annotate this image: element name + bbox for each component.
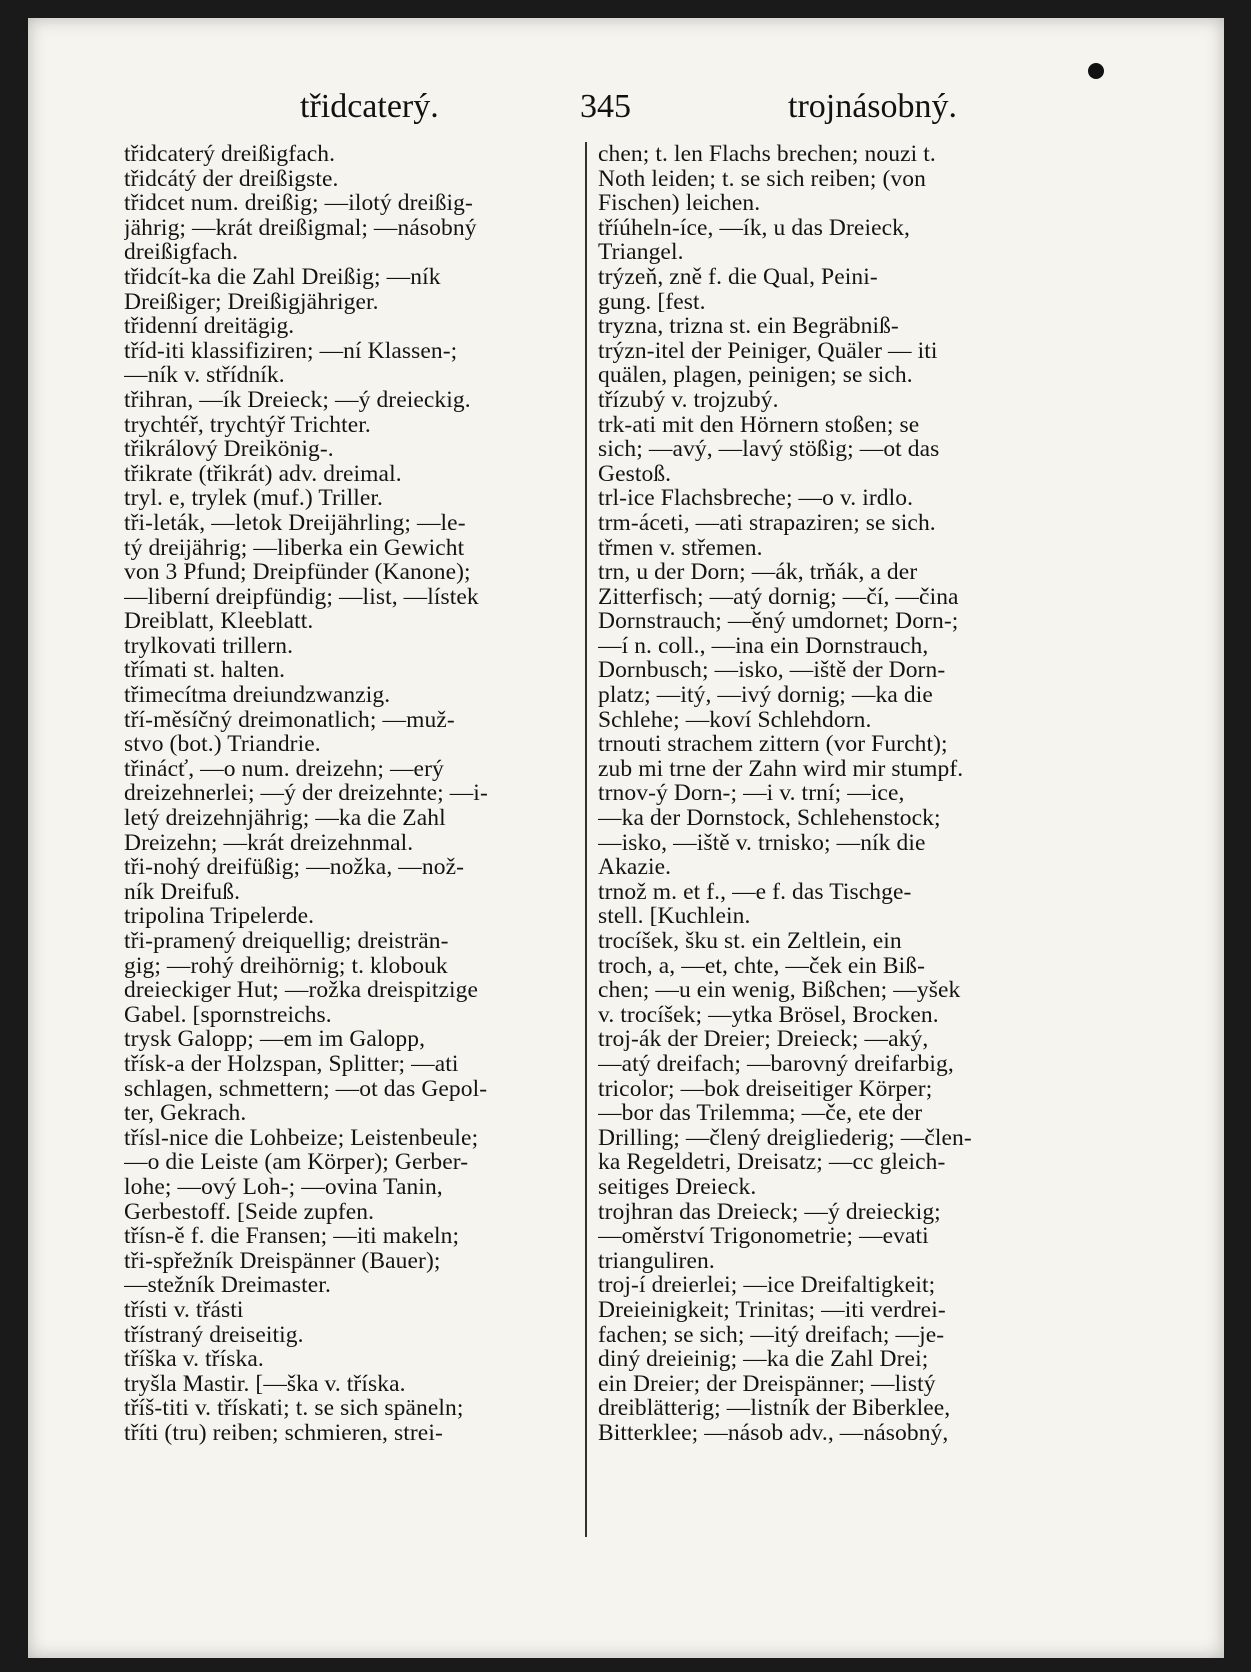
entry-line: tryšla Mastir. [—ška v. tříska. xyxy=(124,1370,406,1397)
entry-line: Gestoß. xyxy=(598,460,672,487)
entry-line: stell. [Kuchlein. xyxy=(598,903,751,930)
entry-line: troj-í dreierlei; —ice Dreifaltigkeit; xyxy=(598,1272,936,1299)
entry-line: —isko, —iště v. trnisko; —ník die xyxy=(598,829,926,856)
entry-line: třinácť, —o num. dreizehn; —erý xyxy=(124,755,444,782)
entry-line: sich; —avý, —lavý stößig; —ot das xyxy=(598,436,940,463)
entry-line: chen; —u ein wenig, Bißchen; —yšek xyxy=(598,977,961,1004)
entry-line: dreizehnerlei; —ý der dreizehnte; —i- xyxy=(124,780,488,807)
entry-line: třísn-ě f. die Fransen; —iti makeln; xyxy=(124,1223,460,1250)
page-header xyxy=(28,88,1224,128)
entry-line: lohe; —ový Loh-; —ovina Tanin, xyxy=(124,1173,443,1200)
entry-line: gig; —rohý dreihörnig; t. klobouk xyxy=(124,952,448,979)
entry-line: třidcít-ka die Zahl Dreißig; —ník xyxy=(124,263,441,290)
entry-line: trn, u der Dorn; —ák, trňák, a der xyxy=(598,559,918,586)
entry-line: trm-áceti, —ati strapaziren; se sich. xyxy=(598,509,936,536)
entry-line: ník Dreifuß. xyxy=(124,878,241,905)
entry-line: gung. [fest. xyxy=(598,288,706,315)
entry-line: trl-ice Flachsbreche; —o v. irdlo. xyxy=(598,485,914,512)
column-divider xyxy=(585,142,587,1537)
entry-line: třihran, —ík Dreieck; —ý dreieckig. xyxy=(124,386,471,413)
entry-line: tříška v. tříska. xyxy=(124,1346,264,1373)
entry-line: dreißigfach. xyxy=(124,239,239,266)
entry-line: —bor das Trilemma; —če, ete der xyxy=(598,1100,923,1127)
entry-line: Zitterfisch; —atý dornig; —čí, —čina xyxy=(598,583,959,610)
entry-line: Gerbestoff. [Seide zupfen. xyxy=(124,1198,375,1225)
entry-line: trocíšek, šku st. ein Zeltlein, ein xyxy=(598,928,902,954)
dictionary-page xyxy=(28,18,1224,1658)
entry-line: tři-pramený dreiquellig; dreisträn- xyxy=(124,928,449,954)
entry-line: tricolor; —bok dreiseitiger Körper; xyxy=(598,1075,933,1102)
entry-line: —í n. coll., —ina ein Dornstrauch, xyxy=(598,632,929,659)
entry-line: tříti (tru) reiben; schmieren, strei- xyxy=(124,1419,443,1446)
ink-dot xyxy=(1088,63,1104,79)
entry-line: Triangel. xyxy=(598,239,684,266)
entry-line: Fischen) leichen. xyxy=(598,190,761,217)
entry-line: —o die Leiste (am Körper); Gerber- xyxy=(124,1149,469,1176)
entry-line: seitiges Dreieck. xyxy=(598,1173,757,1200)
entry-line: tý dreijährig; —liberka ein Gewicht xyxy=(124,534,465,561)
entry-line: třikrálový Dreikönig-. xyxy=(124,436,334,463)
entry-line: tříš-titi v. třískati; t. se sich späneln; xyxy=(124,1395,464,1422)
entry-line: Akazie. xyxy=(598,854,672,881)
entry-line: Schlehe; —koví Schlehdorn. xyxy=(598,706,872,733)
entry-line: trýzn-itel der Peiniger, Quäler — iti xyxy=(598,337,938,364)
entry-line: —liberní dreipfündig; —list, —lístek xyxy=(124,583,479,610)
entry-line: trnouti strachem zittern (vor Furcht); xyxy=(598,731,948,758)
entry-line: Drilling; —člený dreigliederig; —člen- xyxy=(598,1124,972,1151)
entry-line: tři-nohý dreifüßig; —nožka, —nož- xyxy=(124,854,465,881)
entry-line: jährig; —krát dreißigmal; —násobný xyxy=(124,214,477,241)
entry-line: tryl. e, trylek (muf.) Triller. xyxy=(124,485,383,512)
right-column xyxy=(598,142,1053,1445)
entry-line: ein Dreier; der Dreispänner; —listý xyxy=(598,1370,936,1397)
entry-line: Noth leiden; t. se sich reiben; (von xyxy=(598,165,926,192)
entry-line: tryzna, trizna st. ein Begräbniß- xyxy=(598,313,899,340)
entry-line: třidcaterý dreißigfach. xyxy=(124,142,336,167)
entry-line: trýzeň, zně f. die Qual, Peini- xyxy=(598,263,878,290)
header-right-guideword: trojnásobný. xyxy=(788,88,958,125)
entry-line: trychtéř, trychtýř Trichter. xyxy=(124,411,371,438)
entry-line: třikrate (třikrát) adv. dreimal. xyxy=(124,460,402,487)
entry-line: trk-ati mit den Hörnern stoßen; se xyxy=(598,411,920,438)
entry-line: —ník v. střídník. xyxy=(124,362,285,389)
entry-line: třidcet num. dreißig; —ilotý dreißig- xyxy=(124,190,473,217)
entry-line: třísk-a der Holzspan, Splitter; —ati xyxy=(124,1050,459,1077)
entry-line: trnož m. et f., —e f. das Tischge- xyxy=(598,878,912,905)
entry-line: letý dreizehnjährig; —ka die Zahl xyxy=(124,805,446,832)
entry-line: tripolina Tripelerde. xyxy=(124,903,315,930)
entry-line: Dreieinigkeit; Trinitas; —iti verdrei- xyxy=(598,1296,946,1323)
entry-line: tři-leták, —letok Dreijährling; —le- xyxy=(124,509,466,536)
entry-line: —ka der Dornstock, Schlehenstock; xyxy=(598,805,941,832)
entry-line: třímati st. halten. xyxy=(124,657,286,684)
entry-line: dreiblätterig; —listník der Biberklee, xyxy=(598,1395,951,1422)
entry-line: ter, Gekrach. xyxy=(124,1100,247,1127)
entry-line: zub mi trne der Zahn wird mir stumpf. xyxy=(598,755,964,782)
entry-line: Dreiblatt, Kleeblatt. xyxy=(124,608,314,635)
entry-line: třidcátý der dreißigste. xyxy=(124,165,339,192)
entry-line: tříd-iti klassifiziren; —ní Klassen-; xyxy=(124,337,458,364)
entry-line: Dreizehn; —krát dreizehnmal. xyxy=(124,829,414,856)
header-left-guideword: třidcaterý. xyxy=(300,88,439,125)
entry-line: třístraný dreiseitig. xyxy=(124,1321,304,1348)
entry-line: Dornstrauch; —ěný umdornet; Dorn-; xyxy=(598,608,959,635)
entry-line: v. trocíšek; —ytka Brösel, Brocken. xyxy=(598,1001,939,1028)
entry-line: troch, a, —et, chte, —ček ein Biß- xyxy=(598,952,926,979)
entry-line: ka Regeldetri, Dreisatz; —cc gleich- xyxy=(598,1149,946,1176)
page-number: 345 xyxy=(580,88,631,125)
entry-line: tříúheln-íce, —ík, u das Dreieck, xyxy=(598,214,910,241)
entry-line: tří-měsíčný dreimonatlich; —muž- xyxy=(124,706,455,733)
entry-line: třísl-nice die Lohbeize; Leistenbeule; xyxy=(124,1124,479,1151)
entry-line: třízubý v. trojzubý. xyxy=(598,386,779,413)
left-column xyxy=(124,142,579,1445)
entry-line: platz; —itý, —ivý dornig; —ka die xyxy=(598,682,933,709)
entry-line: trysk Galopp; —em im Galopp, xyxy=(124,1026,426,1053)
entry-line: Bitterklee; —násob adv., —násobný, xyxy=(598,1419,949,1446)
entry-line: —atý dreifach; —barovný dreifarbig, xyxy=(598,1050,954,1077)
entry-line: třísti v. třásti xyxy=(124,1296,244,1323)
entry-line: Dornbusch; —isko, —iště der Dorn- xyxy=(598,657,946,684)
entry-line: třidenní dreitägig. xyxy=(124,313,295,340)
entry-line: troj-ák der Dreier; Dreieck; —aký, xyxy=(598,1026,929,1053)
entry-line: Gabel. [spornstreichs. xyxy=(124,1001,332,1028)
entry-line: chen; t. len Flachs brechen; nouzi t. xyxy=(598,142,936,167)
entry-line: trianguliren. xyxy=(598,1247,715,1274)
entry-line: schlagen, schmettern; —ot das Gepol- xyxy=(124,1075,488,1102)
entry-line: trojhran das Dreieck; —ý dreieckig; xyxy=(598,1198,941,1225)
entry-line: fachen; se sich; —itý dreifach; —je- xyxy=(598,1321,945,1348)
entry-line: trylkovati trillern. xyxy=(124,632,294,659)
entry-line: diný dreieinig; —ka die Zahl Drei; xyxy=(598,1346,929,1373)
entry-line: třimecítma dreiundzwanzig. xyxy=(124,682,391,709)
entry-line: —oměrství Trigonometrie; —evati xyxy=(598,1223,929,1250)
entry-line: stvo (bot.) Triandrie. xyxy=(124,731,321,758)
entry-line: von 3 Pfund; Dreipfünder (Kanone); xyxy=(124,559,471,586)
entry-line: trnov-ý Dorn-; —i v. trní; —ice, xyxy=(598,780,905,807)
entry-line: Dreißiger; Dreißigjähriger. xyxy=(124,288,379,315)
entry-line: quälen, plagen, peinigen; se sich. xyxy=(598,362,913,389)
entry-line: dreieckiger Hut; —rožka dreispitzige xyxy=(124,977,478,1004)
entry-line: tři-spřežník Dreispänner (Bauer); xyxy=(124,1247,441,1274)
entry-line: třmen v. střemen. xyxy=(598,534,763,561)
entry-line: —stežník Dreimaster. xyxy=(124,1272,331,1299)
